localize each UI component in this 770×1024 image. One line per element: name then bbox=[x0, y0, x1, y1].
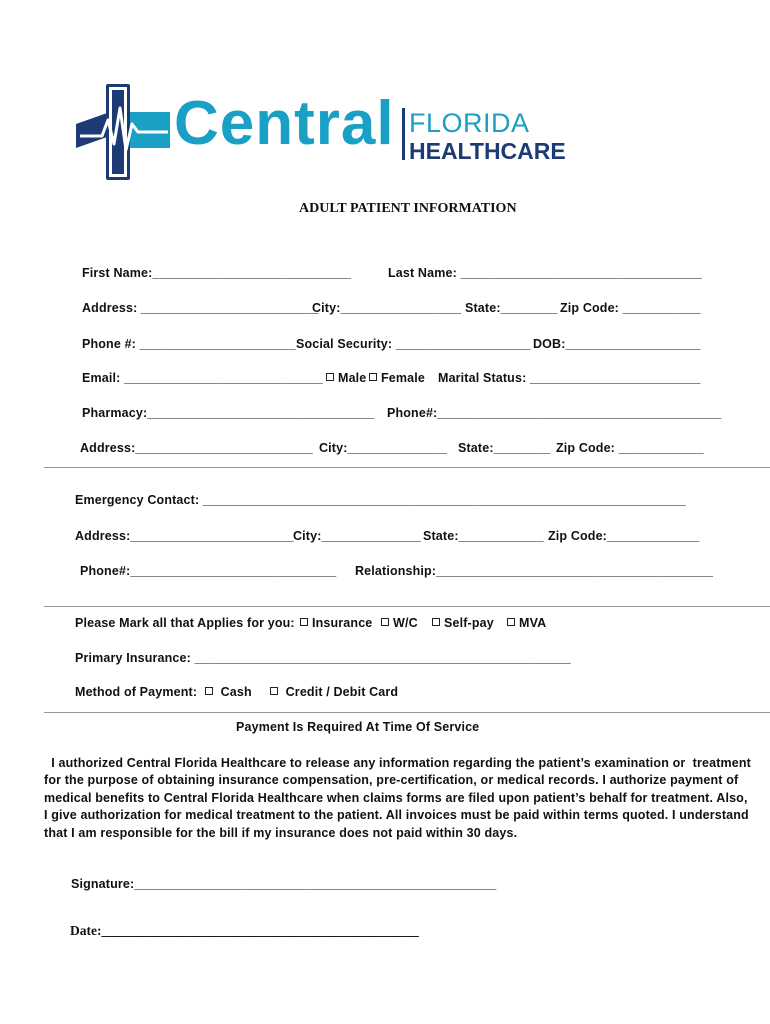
male-label: Male bbox=[338, 371, 367, 385]
credit-label: Credit / Debit Card bbox=[285, 685, 399, 699]
logo-florida-text: FLORIDA bbox=[409, 108, 530, 138]
city-field[interactable]: City:_________________ bbox=[312, 301, 462, 315]
female-checkbox[interactable] bbox=[369, 373, 377, 381]
wc-checkbox[interactable] bbox=[381, 618, 389, 626]
self-pay-option[interactable] bbox=[432, 616, 494, 630]
authorization-line: I authorized Central Florida Healthcare to release any information regarding the patient’s examination or treatment bbox=[44, 756, 751, 770]
relationship-field[interactable]: Relationship:_______________________________________ bbox=[355, 564, 714, 578]
applies-label: Please Mark all that Applies for you: bbox=[75, 616, 295, 630]
logo bbox=[72, 84, 566, 182]
male-checkbox[interactable] bbox=[326, 373, 334, 381]
cash-label: Cash bbox=[220, 685, 252, 699]
emergency-address-field[interactable]: Address:_______________________ bbox=[75, 529, 294, 543]
pharmacy-state-field[interactable]: State:________ bbox=[458, 441, 551, 455]
mva-checkbox[interactable] bbox=[507, 618, 515, 626]
logo-healthcare-text: HEALTHCARE bbox=[409, 138, 566, 164]
pharmacy-city-field[interactable]: City:______________ bbox=[319, 441, 447, 455]
credit-option[interactable] bbox=[270, 685, 398, 699]
male-option[interactable] bbox=[326, 371, 366, 385]
page-title: ADULT PATIENT INFORMATION bbox=[299, 201, 517, 216]
mva-option[interactable] bbox=[507, 616, 546, 630]
self-pay-checkbox[interactable] bbox=[432, 618, 440, 626]
dob-field[interactable]: DOB:___________________ bbox=[533, 337, 701, 351]
marital-status-field[interactable]: Marital Status: ________________________ bbox=[438, 371, 701, 385]
payment-required-notice: Payment Is Required At Time Of Service bbox=[236, 720, 480, 734]
credit-checkbox[interactable] bbox=[270, 687, 278, 695]
section-divider bbox=[44, 467, 770, 468]
pharmacy-zip-code-field[interactable]: Zip Code: ____________ bbox=[556, 441, 704, 455]
phone-field[interactable]: Phone #: ______________________ bbox=[82, 337, 296, 351]
medical-cross-icon bbox=[72, 84, 172, 182]
mva-label: MVA bbox=[519, 616, 547, 630]
address-field[interactable]: Address: _________________________ bbox=[82, 301, 319, 315]
female-label: Female bbox=[381, 371, 425, 385]
section-divider bbox=[44, 606, 770, 607]
method-of-payment-label: Method of Payment: bbox=[75, 685, 198, 699]
insurance-checkbox[interactable] bbox=[300, 618, 308, 626]
emergency-city-field[interactable]: City:______________ bbox=[293, 529, 421, 543]
self-pay-label: Self-pay bbox=[444, 616, 494, 630]
emergency-zip-code-field[interactable]: Zip Code:_____________ bbox=[548, 529, 700, 543]
date-field[interactable]: Date:_______________________________________________ bbox=[70, 923, 419, 938]
insurance-option[interactable] bbox=[300, 616, 372, 630]
logo-divider bbox=[402, 108, 405, 160]
authorization-line: medical benefits to Central Florida Healthcare when claims forms are filed upon patient’s behalf for treatment. Also, bbox=[44, 790, 748, 805]
pharmacy-address-field[interactable]: Address:_________________________ bbox=[80, 441, 313, 455]
social-security-field[interactable]: Social Security: ___________________ bbox=[296, 337, 531, 351]
cash-option[interactable] bbox=[205, 685, 252, 699]
pharmacy-phone-field[interactable]: Phone#:________________________________________ bbox=[387, 406, 722, 420]
emergency-state-field[interactable]: State:____________ bbox=[423, 529, 544, 543]
authorization-line: I give authorization for medical treatment to the patient. All invoices must be paid within terms quoted. I understand bbox=[44, 808, 749, 823]
insurance-label: Insurance bbox=[312, 616, 373, 630]
pharmacy-field[interactable]: Pharmacy:________________________________ bbox=[82, 406, 375, 420]
primary-insurance-field[interactable]: Primary Insurance: _____________________________________________________ bbox=[75, 651, 571, 665]
authorization-line: that I am responsible for the bill if my insurance does not paid within 30 days. bbox=[44, 825, 518, 840]
signature-field[interactable]: Signature:___________________________________________________ bbox=[71, 877, 497, 891]
logo-central-text: Central bbox=[174, 89, 395, 158]
cash-checkbox[interactable] bbox=[205, 687, 213, 695]
first-name-field[interactable]: First Name:____________________________ bbox=[82, 266, 352, 280]
emergency-contact-field[interactable]: Emergency Contact: ____________________________________________________________________ bbox=[75, 493, 686, 507]
last-name-field[interactable]: Last Name: __________________________________ bbox=[388, 266, 702, 280]
wc-label: W/C bbox=[393, 616, 418, 630]
female-option[interactable] bbox=[369, 371, 425, 385]
emergency-phone-field[interactable]: Phone#:_____________________________ bbox=[80, 564, 337, 578]
authorization-paragraph bbox=[44, 755, 749, 842]
wc-option[interactable] bbox=[381, 616, 418, 630]
zip-code-field[interactable]: Zip Code: ___________ bbox=[560, 301, 701, 315]
section-divider bbox=[44, 712, 770, 713]
state-field[interactable]: State:________ bbox=[465, 301, 558, 315]
email-field[interactable]: Email: ____________________________ bbox=[82, 371, 323, 385]
authorization-line: for the purpose of obtaining insurance compensation, pre-certification, or medical records. I authorize payment of bbox=[44, 773, 739, 788]
